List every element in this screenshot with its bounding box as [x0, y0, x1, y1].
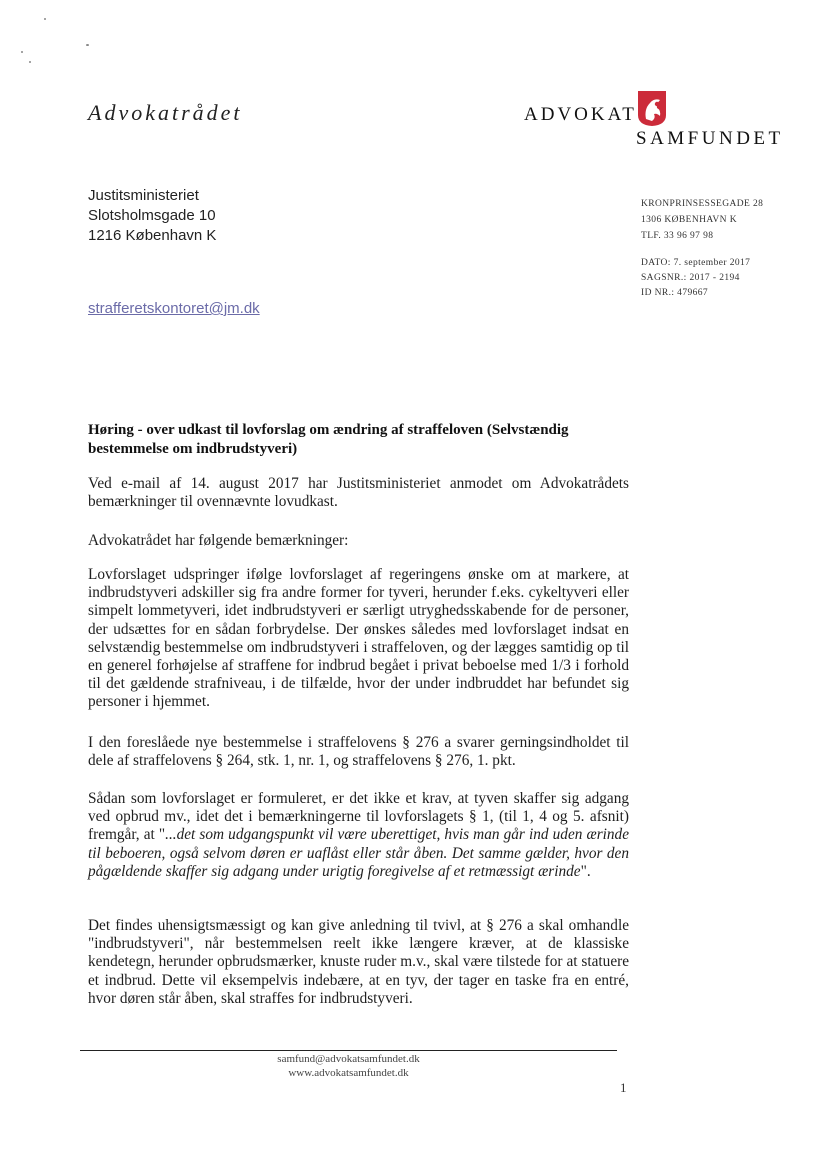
recipient-email-link[interactable]: strafferetskontoret@jm.dk — [88, 300, 260, 317]
org-title: Advokatrådet — [88, 100, 243, 125]
recipient-address — [88, 186, 216, 246]
quoted-remark: ...det som udgangspunkt vil være uberettiget, hvis man går ind uden ærinde til beboeren, også selvom døren er uaflåst eller står åben. Det samme gælder, hvor den pågældende skaffer sig adgang under urigtig foregivelse af et retmæssigt ærinde — [88, 826, 629, 880]
sender-city: 1306 KØBENHAVN K — [641, 215, 737, 225]
body-paragraph: Ved e-mail af 14. august 2017 har Justitsministeriet anmodet om Advokatrådets bemærkninger til ovennævnte lovudkast. — [88, 475, 629, 511]
body-paragraph: I den foreslåede nye bestemmelse i straffelovens § 276 a svarer gerningsindholdet til dele af straffelovens § 264, stk. 1, nr. 1, og straffelovens § 276, 1. pkt. — [88, 734, 629, 770]
paragraph-end: ". — [580, 862, 591, 880]
letter-metadata — [641, 256, 750, 301]
sender-phone: TLF. 33 96 97 98 — [641, 231, 714, 241]
logo-text-samfundet: SAMFUNDET — [636, 128, 784, 149]
id-number: ID NR.: 479667 — [641, 288, 709, 298]
body-paragraph-with-quote — [88, 790, 629, 881]
case-number: SAGSNR.: 2017 - 2194 — [641, 273, 740, 283]
paragraph-intro: Sådan som lovforslaget er formuleret, er det ikke et krav, at tyven skaffer sig adgang ved opbrud mv., idet det i bemærkningerne til lovforslagets § 1, (til 1, 4 og 5. afsnit) fremgår, at " — [88, 790, 629, 844]
page-number: 1 — [620, 1080, 627, 1095]
footer-email: samfund@advokatsamfundet.dk — [277, 1053, 420, 1065]
logo-text-advokat: ADVOKAT — [524, 104, 637, 125]
recipient-line: Slotsholmsgade 10 — [88, 207, 216, 224]
letter-date: DATO: 7. september 2017 — [641, 258, 751, 268]
recipient-line: 1216 København K — [88, 227, 217, 244]
advokatsamfundet-logo-icon — [636, 89, 670, 127]
recipient-line: Justitsministeriet — [88, 187, 199, 204]
footer-website: www.advokatsamfundet.dk — [288, 1067, 409, 1079]
letter-subject: Høring - over udkast til lovforslag om ændring af straffeloven (Selvstændig bestemmelse om indbrudstyveri) — [88, 422, 569, 457]
footer-divider — [80, 1050, 617, 1051]
body-paragraph: Lovforslaget udspringer ifølge lovforslaget af regeringens ønske om at markere, at indbrudstyveri adskiller sig fra andre former for tyveri, herunder f.eks. cykeltyveri eller simpelt lommetyveri, idet indbrudstyveri er særligt utryghedsskabende for de personer, der udsættes for en sådan forbrydelse. Der ønskes således med lovforslaget indsat en selvstændig bestemmelse om indbrudstyveri i straffeloven, og der lægges samtidig op til en generel forhøjelse af straffene for indbrud begået i privat beboelse med 1/3 i forhold til det gældende strafniveau, i de tilfælde, hvor der under indbruddet har befundet sig personer i hjemmet. — [88, 566, 629, 711]
body-paragraph: Advokatrådet har følgende bemærkninger: — [88, 532, 349, 549]
sender-street: KRONPRINSESSEGADE 28 — [641, 199, 764, 209]
body-paragraph: Det findes uhensigtsmæssigt og kan give anledning til tvivl, at § 276 a skal omhandle "indbrudstyveri", når bestemmelsen reelt ikke længere kræver, at de klassiske kendetegn, herunder opbrudsmærker, knuste ruder m.v., skal være tilstede for at statuere et indbrud. Dette vil eksempelvis indebære, at en tyv, der tager en taske fra en entré, hvor døren står åben, skal straffes for indbrudstyveri. — [88, 917, 629, 1007]
sender-address — [641, 196, 763, 244]
